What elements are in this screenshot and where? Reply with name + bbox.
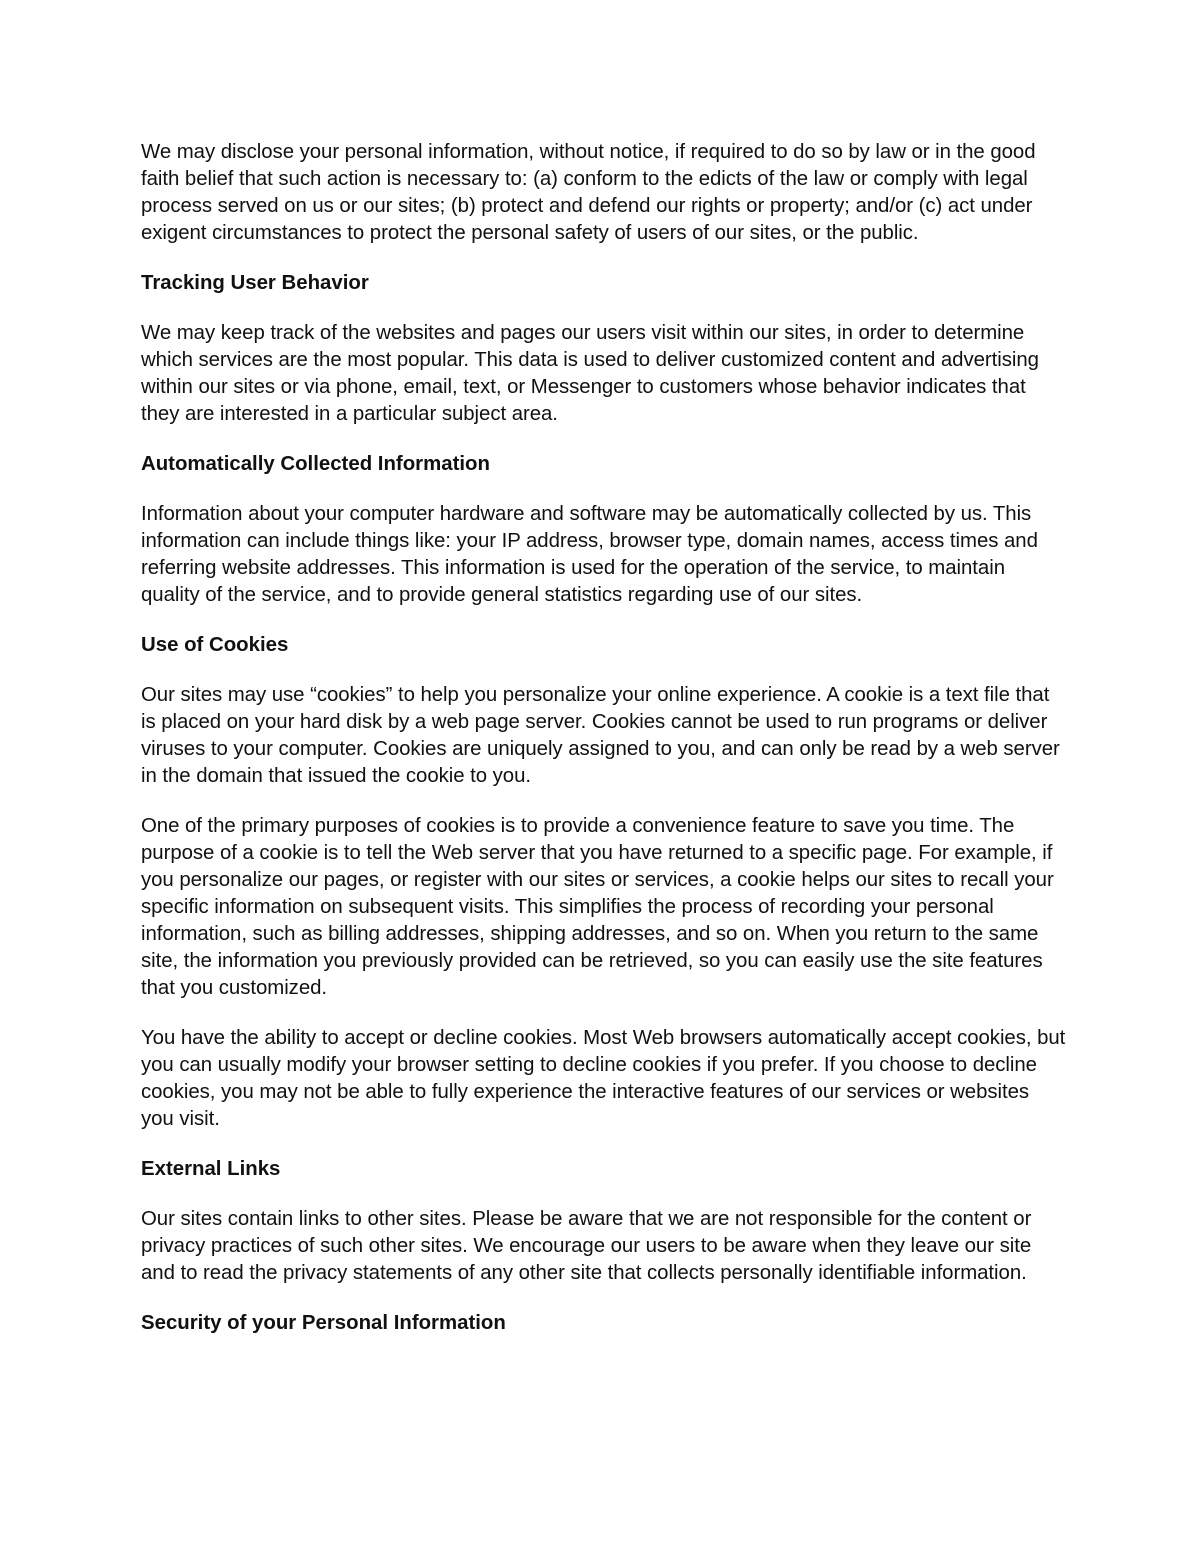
automatic-info-paragraph: Information about your computer hardware and software may be automatically collected by us. This information can include things like: your IP address, browser type, domain names, access times and referring website addresses. This information is used for the operation of the service, to maintain quality of the service, and to provide general statistics regarding use of our sites.: [141, 503, 1038, 606]
cookies-paragraph-1: Our sites may use “cookies” to help you personalize your online experience. A cookie is a text file that is placed on your hard disk by a web page server. Cookies cannot be used to run programs or deliver viruses to your computer. Cookies are uniquely assigned to you, and can only be read by a web server in the domain that issued the cookie to you.: [141, 684, 1060, 787]
tracking-paragraph: We may keep track of the websites and pages our users visit within our sites, in order to determine which services are the most popular. This data is used to deliver customized content and advertising within our sites or via phone, email, text, or Messenger to customers whose behavior indicates that they are interested in a particular subject area.: [141, 322, 1039, 425]
document-page: [141, 139, 1066, 1360]
heading-use-of-cookies: Use of Cookies: [141, 634, 289, 656]
heading-tracking-user-behavior: Tracking User Behavior: [141, 272, 369, 294]
heading-external-links: External Links: [141, 1158, 281, 1180]
cookies-paragraph-3: You have the ability to accept or decline cookies. Most Web browsers automatically accept cookies, but you can usually modify your browser setting to decline cookies if you prefer. If you choose to decline cookies, you may not be able to fully experience the interactive features of our services or websites you visit.: [141, 1027, 1066, 1130]
cookies-paragraph-2: One of the primary purposes of cookies is to provide a convenience feature to save you time. The purpose of a cookie is to tell the Web server that you have returned to a specific page. For example, if you personalize our pages, or register with our sites or services, a cookie helps our sites to recall your specific information on subsequent visits. This simplifies the process of recording your personal information, such as billing addresses, shipping addresses, and so on. When you return to the same site, the information you previously provided can be retrieved, so you can easily use the site features that you customized.: [141, 815, 1054, 999]
heading-security-of-personal-information: Security of your Personal Information: [141, 1312, 506, 1334]
disclosure-paragraph: We may disclose your personal information, without notice, if required to do so by law or in the good faith belief that such action is necessary to: (a) conform to the edicts of the law or comply with legal process served on us or our sites; (b) protect and defend our rights or property; and/or (c) act under exigent circumstances to protect the personal safety of users of our sites, or the public.: [141, 141, 1036, 244]
heading-automatically-collected-information: Automatically Collected Information: [141, 453, 490, 475]
external-links-paragraph: Our sites contain links to other sites. Please be aware that we are not responsible for the content or privacy practices of such other sites. We encourage our users to be aware when they leave our site and to read the privacy statements of any other site that collects personally identifiable information.: [141, 1208, 1032, 1284]
